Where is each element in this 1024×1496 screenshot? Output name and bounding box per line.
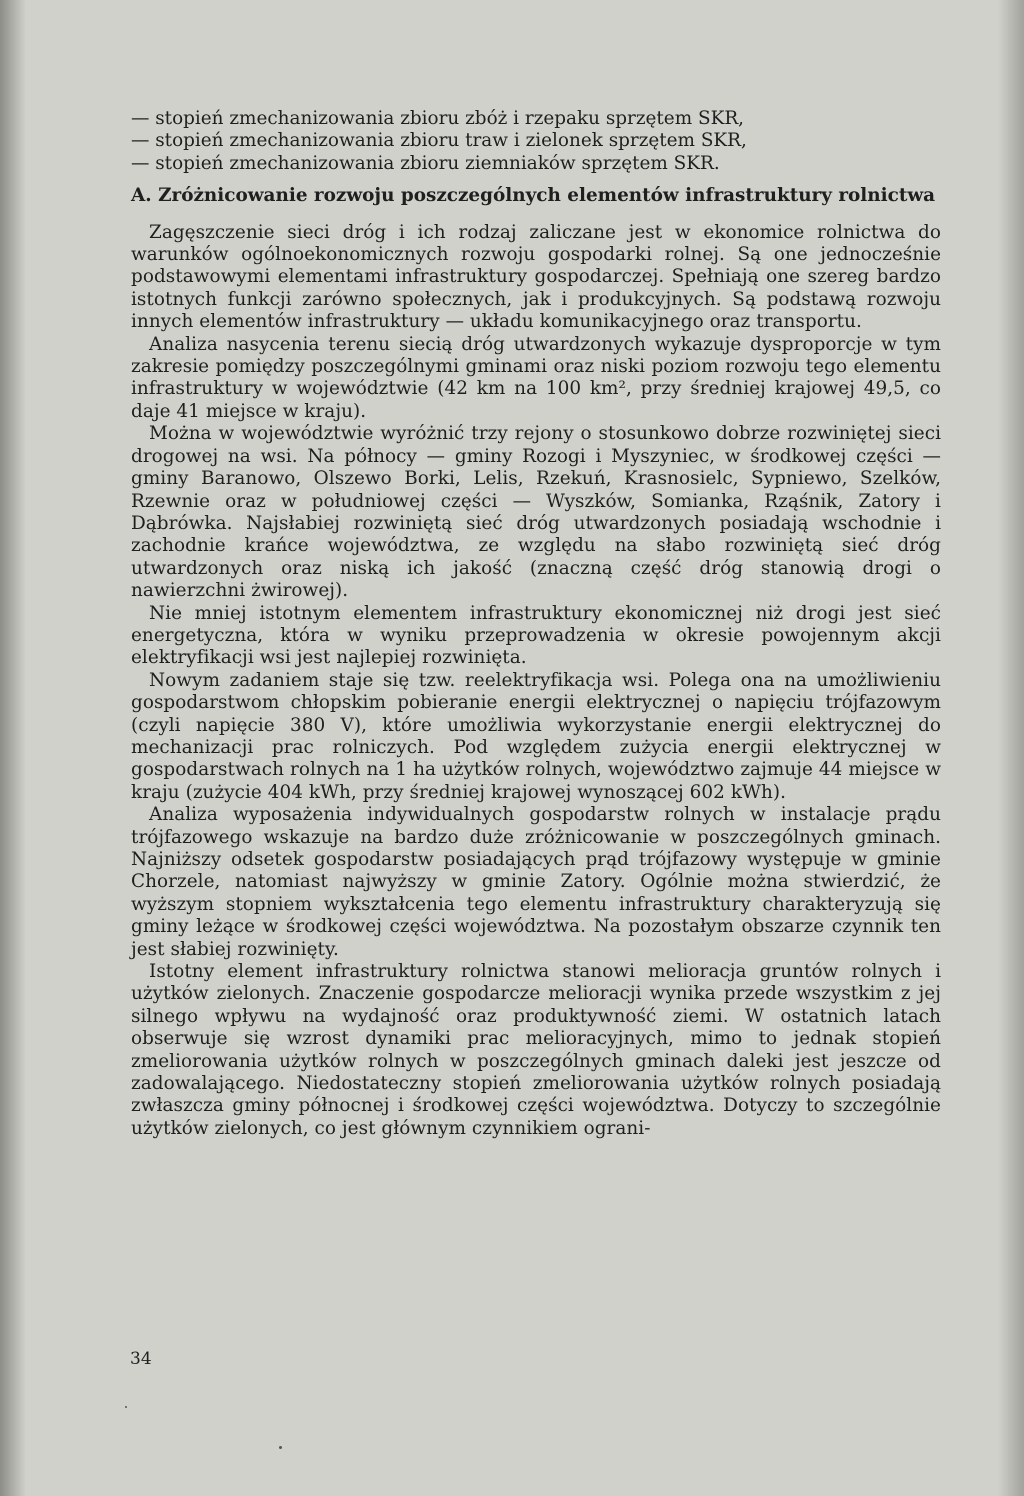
paragraph-7: Istotny element infrastruktury rolnictwa stanowi melioracja gruntów rolnych i użytków zielonych. Znaczenie gospodarcze melioracji wynika przede wszystkim z jej silnego wpływu na wydajność oraz produktywność ziemi. W ostatnich latach obserwuje się wzrost dynamiki prac melioracyjnych, mimo to jednak stopień zmeliorowania użytków rolnych w poszczególnych gminach daleki jest jeszcze od zadowalającego. Niedostateczny stopień zmeliorowania użytków rolnych posiadają zwłaszcza gminy północnej i środkowej części województwa. Dotyczy to szczególnie użytków zielonych, co jest głównym czynnikiem ograni- bbox=[131, 961, 941, 1139]
page-right-edge-shadow bbox=[998, 0, 1024, 1496]
paragraph-5: Nowym zadaniem staje się tzw. reelektryfikacja wsi. Polega ona na umożliwieniu gospodarstwom chłopskim pobieranie energii elektrycznej o napięciu trójfazowym (czyli napięcie 380 V), które umożliwia wykorzystanie energii elektrycznej do mechanizacji prac rolniczych. Pod względem zużycia energii elektrycznej w gospodarstwach rolnych na 1 ha użytków rolnych, województwo zajmuje 44 miejsce w kraju (zużycie 404 kWh, przy średniej krajowej wynoszącej 602 kWh). bbox=[131, 669, 941, 803]
bullet-list bbox=[131, 108, 941, 175]
scan-speck bbox=[125, 1406, 127, 1408]
page-number: 34 bbox=[130, 1349, 152, 1369]
bullet-item-3: — stopień zmechanizowania zbioru ziemniaków sprzętem SKR. bbox=[131, 152, 720, 174]
paragraph-4: Nie mniej istotnym elementem infrastruktury ekonomicznej niż drogi jest sieć energetyczna, która w wyniku przeprowadzenia w okresie powojennym akcji elektryfikacji wsi jest najlepiej rozwinięta. bbox=[131, 602, 941, 669]
paragraph-3: Można w województwie wyróżnić trzy rejony o stosunkowo dobrze rozwiniętej sieci drogowej na wsi. Na północy — gminy Rozogi i Myszyniec, w środkowej części — gminy Baranowo, Olszewo Borki, Lelis, Rzekuń, Krasnosielc, Sypniewo, Szelków, Rzewnie oraz w południowej części — Wyszków, Somianka, Rząśnik, Zatory i Dąbrówka. Najsłabiej rozwiniętą sieć dróg utwardzonych posiadają wschodnie i zachodnie krańce województwa, ze względu na słabo rozwiniętą sieć dróg utwardzonych oraz niską ich jakość (znaczną część dróg stanowią drogi o nawierzchni żwirowej). bbox=[131, 423, 941, 602]
paragraph-1: Zagęszczenie sieci dróg i ich rodzaj zaliczane jest w ekonomice rolnictwa do warunków ogólnoekonomicznych rozwoju gospodarki rolnej. Są one jednocześnie podstawowymi elementami infrastruktury gospodarczej. Spełniają one szereg bardzo istotnych funkcji zarówno społecznych, jak i produkcyjnych. Są podstawą rozwoju innych elementów infrastruktury — układu komunikacyjnego oraz transportu. bbox=[131, 221, 941, 333]
scan-speck bbox=[279, 1446, 282, 1449]
paragraph-2: Analiza nasycenia terenu siecią dróg utwardzonych wykazuje dysproporcje w tym zakresie pomiędzy poszczególnymi gminami oraz niski poziom rozwoju tego elementu infrastruktury w województwie (42 km na 100 km², przy średniej krajowej 49,5, co daje 41 miejsce w kraju). bbox=[131, 333, 941, 422]
section-heading: A. Zróżnicowanie rozwoju poszczególnych elementów infrastruktury rolnictwa bbox=[131, 185, 936, 207]
bullet-item-2: — stopień zmechanizowania zbioru traw i zielonek sprzętem SKR, bbox=[131, 130, 747, 152]
paragraph-6: Analiza wyposażenia indywidualnych gospodarstw rolnych w instalacje prądu trójfazowego wskazuje na bardzo duże zróżnicowanie w poszczególnych gminach. Najniższy odsetek gospodarstw posiadających prąd trójfazowy występuje w gminie Chorzele, natomiast najwyższy w gminie Zatory. Ogólnie można stwierdzić, że wyższym stopniem wykształcenia tego elementu infrastruktury charakteryzują się gminy leżące w środkowej części województwa. Na pozostałym obszarze czynnik ten jest słabiej rozwinięty. bbox=[131, 804, 941, 960]
page-left-edge-shadow bbox=[0, 0, 26, 1496]
bullet-item-1: — stopień zmechanizowania zbioru zbóż i rzepaku sprzętem SKR, bbox=[131, 108, 745, 129]
page-body bbox=[131, 108, 941, 1140]
